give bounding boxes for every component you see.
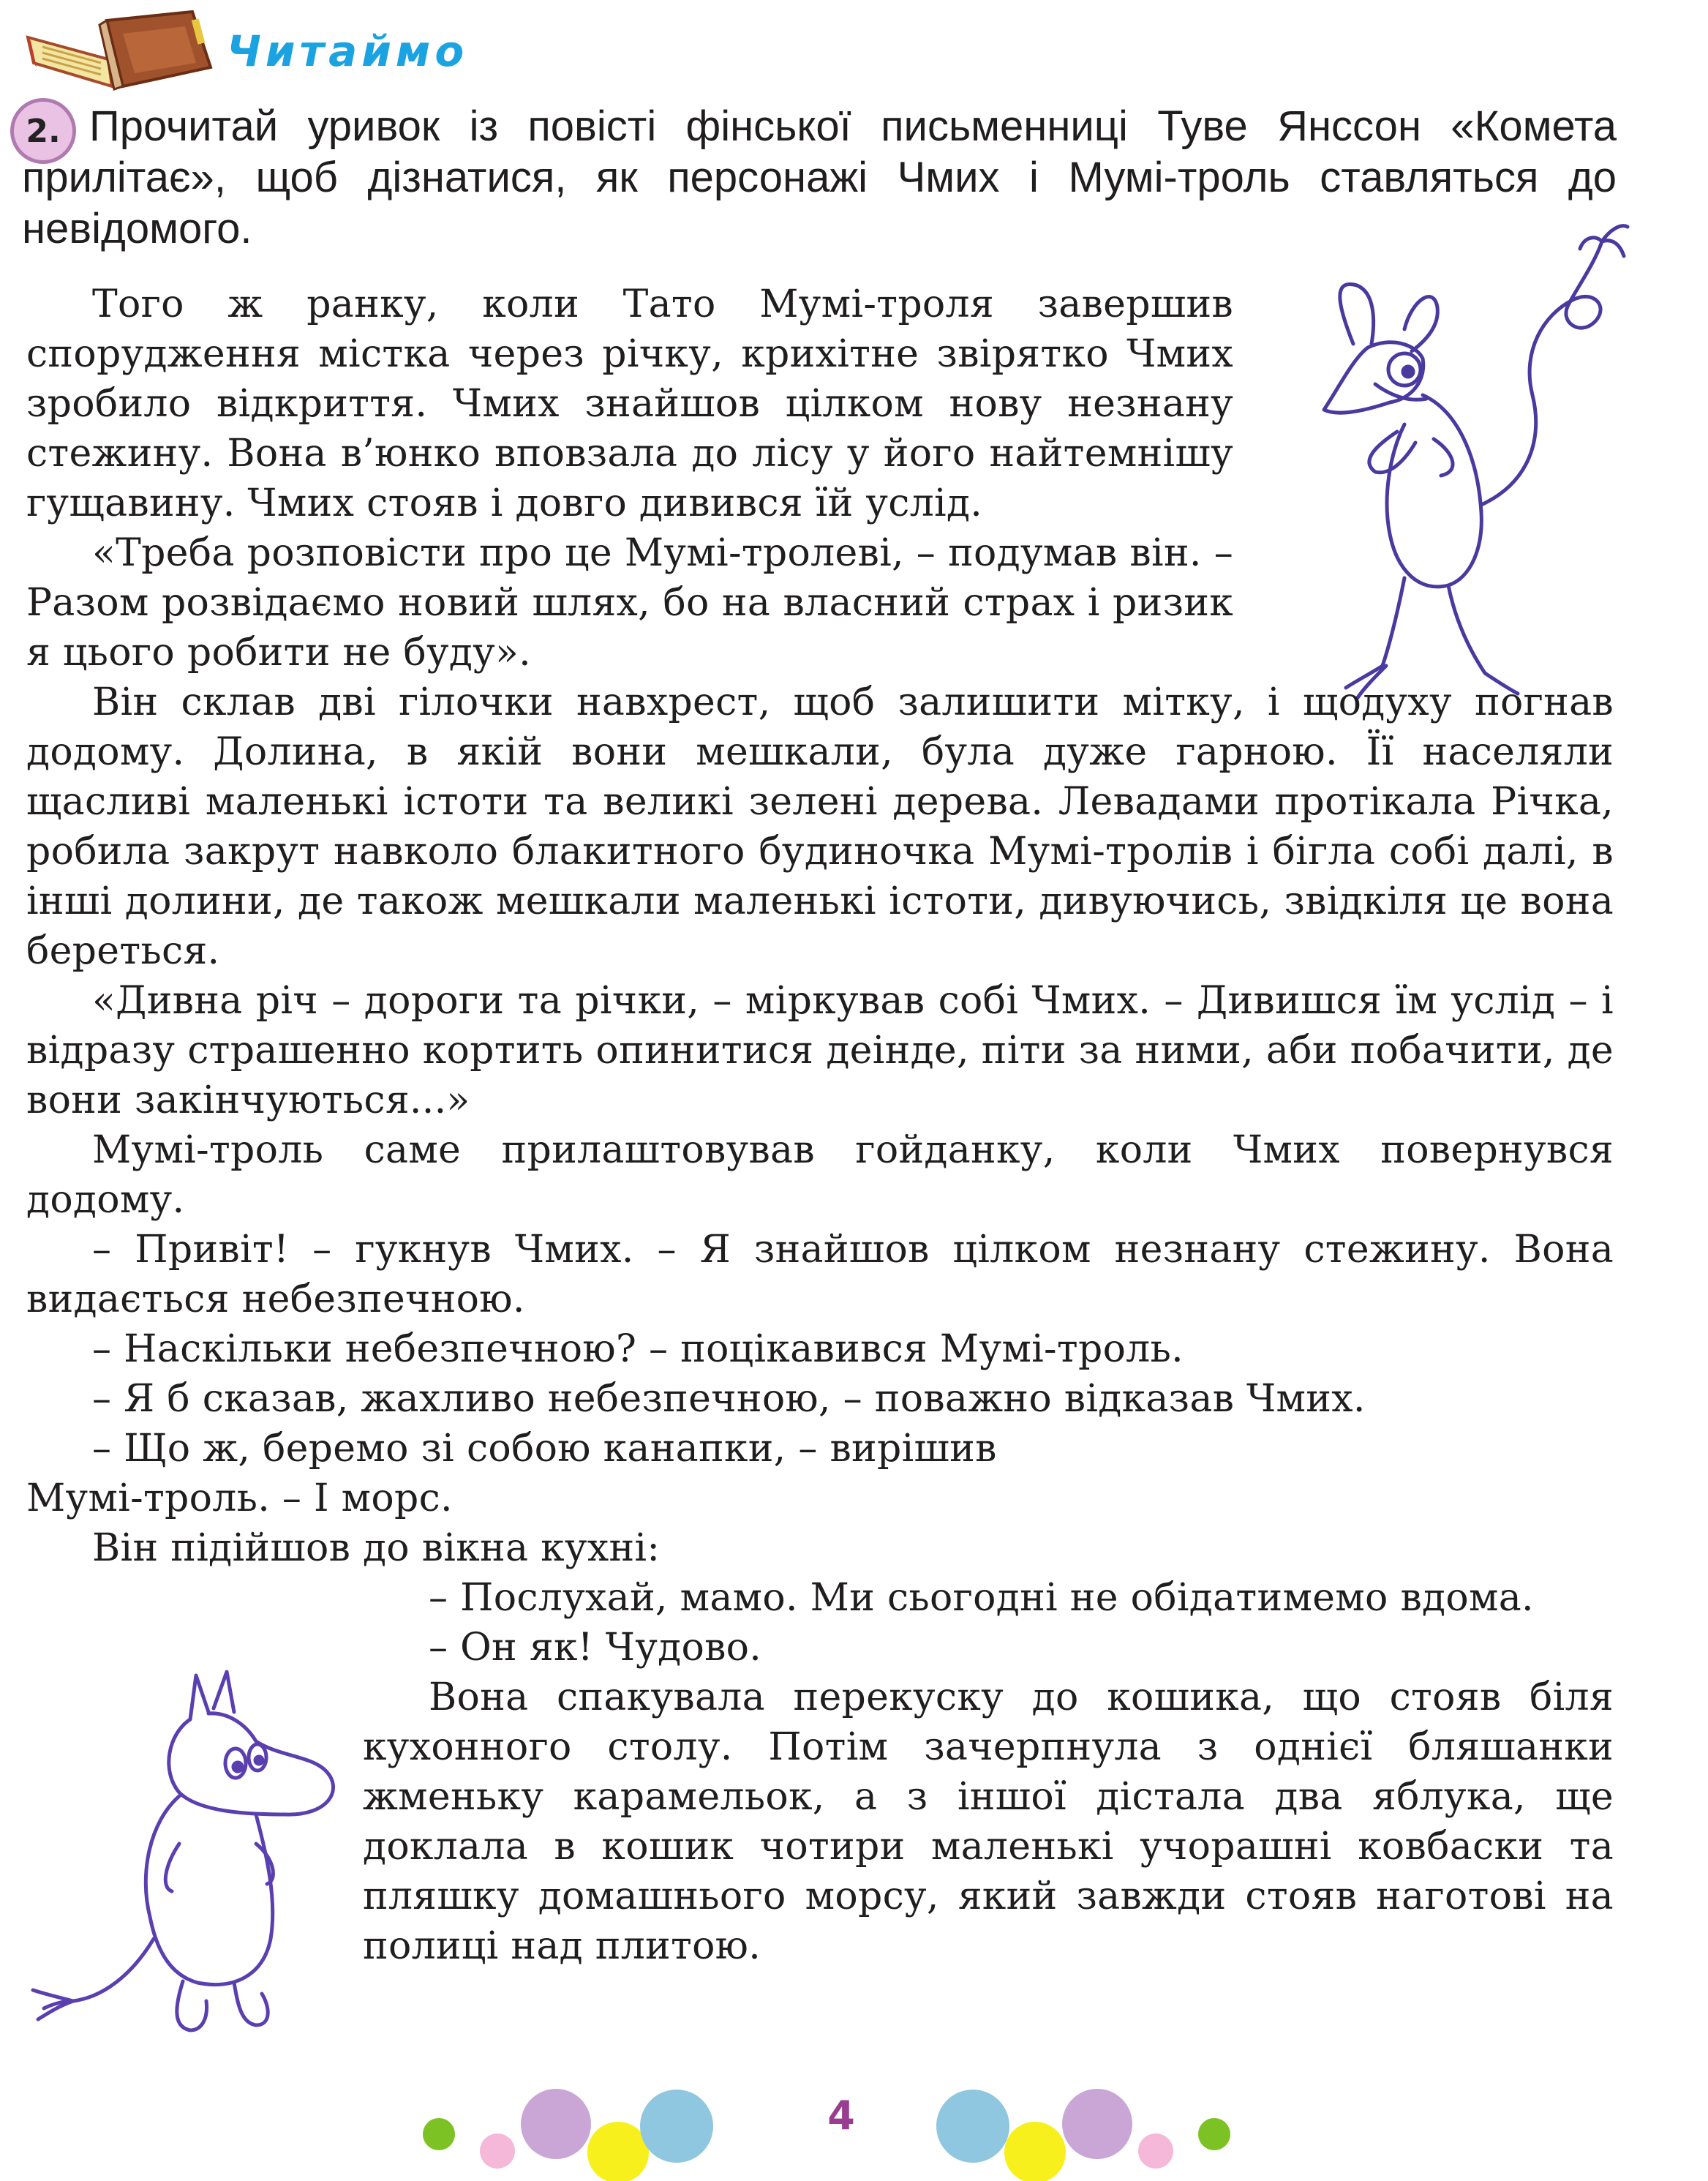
moomintroll-illustration bbox=[22, 1632, 351, 2071]
decor-dot bbox=[1198, 2118, 1230, 2150]
story-paragraph: Вона спакувала перекуску до кошика, що стояв біля кухонного столу. Потім зачерпнула з однієї бляшанки жменьку карамельок, а з іншої дістала два яблука, ще доклала в кошик чотири маленькі учорашні ковбаски та пляшку домашнього морсу, який завжди стояв наготові на полиці над плитою. bbox=[363, 1675, 1614, 1968]
decor-dot bbox=[1062, 2089, 1132, 2159]
story-paragraph: Мумі-троль саме прилаштовував гойданку, коли Чмих повернувся додому. bbox=[26, 1128, 1614, 1222]
story-paragraph: – Наскільки небезпечною? – поцікавився Мумі-троль. bbox=[92, 1327, 1184, 1371]
section-title: Читаймо bbox=[227, 26, 469, 76]
open-book-icon bbox=[20, 4, 218, 92]
decor-dot bbox=[521, 2089, 591, 2159]
task-instruction: Прочитай уривок із повісті фінської письменниці Туве Янссон «Комета прилітає», щоб дізнатися, як персонажі Чмих і Мумі-троль ставляться до невідомого. bbox=[22, 102, 1617, 252]
task-number-badge: 2. bbox=[10, 98, 76, 164]
page-number: 4 bbox=[827, 2092, 855, 2139]
story-paragraph: – Послухай, мамо. Ми сьогодні не обідатимемо вдома. bbox=[429, 1576, 1534, 1620]
story-paragraph: Він підійшов до вікна кухні: bbox=[92, 1526, 661, 1570]
section-header bbox=[0, 0, 512, 95]
decor-dot bbox=[480, 2133, 515, 2169]
story-paragraph: Того ж ранку, коли Тато Мумі-троля завершив спорудження містка через річку, крихітне звірятко Чмих зробило відкриття. Чмих знайшов цілком нову незнану стежину. Вона в’юнко вповзала до лісу у його найтемнішу гущавину. Чмих стояв і довго дивився їй услід. bbox=[26, 282, 1233, 525]
decor-dot bbox=[640, 2090, 713, 2163]
story-paragraph: Мумі-троль. – І морс. bbox=[26, 1476, 453, 1520]
story-paragraph: – Он як! Чудово. bbox=[429, 1626, 762, 1670]
story-paragraph: «Треба розповісти про це Мумі-тролеві, – подумав він. – Разом розвідаємо новий шлях, бо на власний страх і ризик я цього робити не буду». bbox=[26, 531, 1233, 675]
decor-dot bbox=[587, 2122, 649, 2181]
story-paragraph: Він склав дві гілочки навхрест, щоб залишити мітку, і щодуху погнав додому. Долина, в якій вони мешкали, була дуже гарною. Її населяли щасливі маленькі істоти та великі зелені дерева. Левадами протікала Річка, робила закрут навколо блакитного будиночка Мумі-тролів і бігла собі далі, в інші долини, де також мешкали маленькі істоти, дивуючись, звідкіля це вона береться. bbox=[26, 680, 1614, 973]
decor-dot bbox=[1138, 2133, 1173, 2169]
decor-dot bbox=[1004, 2122, 1066, 2181]
story-paragraph: – Я б сказав, жахливо небезпечною, – поважно відказав Чмих. bbox=[92, 1377, 1366, 1421]
story-paragraph: «Дивна річ – дороги та річки, – міркував собі Чмих. – Дивишся їм услід – і відразу страшенно кортить опинитися деінде, піти за ними, аби побачити, де вони закінчуються...» bbox=[26, 979, 1614, 1122]
story-paragraph: – Привіт! – гукнув Чмих. – Я знайшов цілком незнану стежину. Вона видається небезпечною. bbox=[26, 1228, 1614, 1321]
story-paragraph: – Що ж, беремо зі собою канапки, – вирішив bbox=[92, 1427, 997, 1471]
decor-dot bbox=[936, 2090, 1009, 2163]
decor-dot bbox=[423, 2118, 455, 2150]
